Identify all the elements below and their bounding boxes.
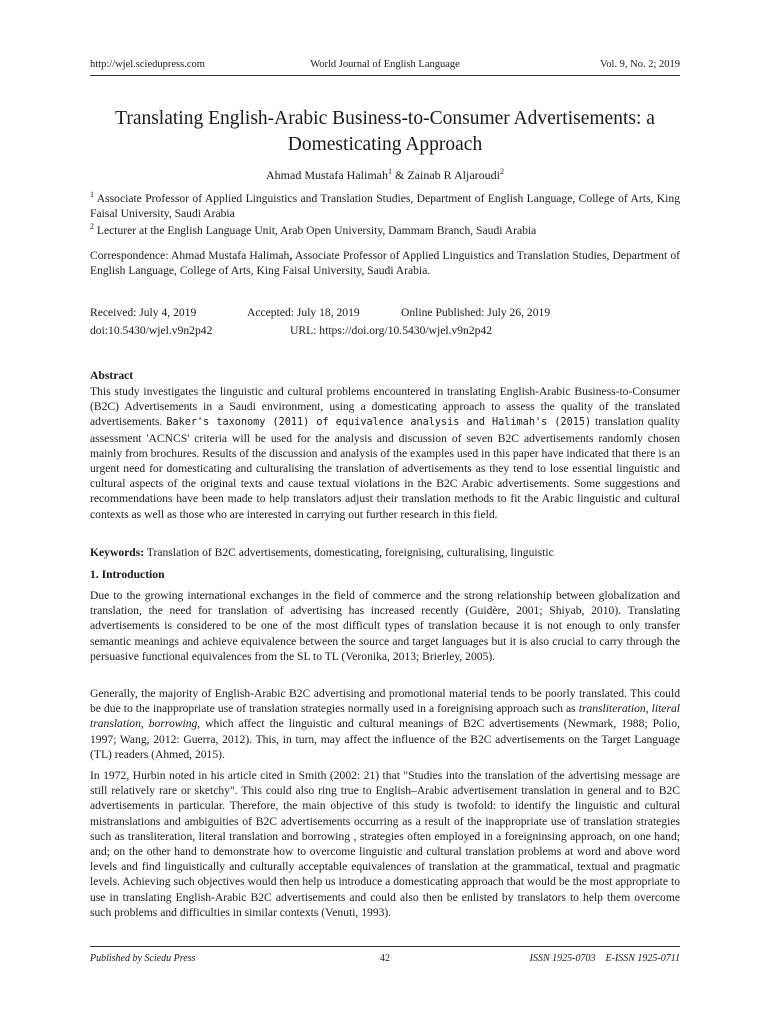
correspondence xyxy=(90,248,680,278)
published-date: Online Published: July 26, 2019 xyxy=(401,306,551,319)
affiliation-1-sup: 1 xyxy=(90,190,94,200)
author-2-sup: 2 xyxy=(499,167,504,176)
volume-info: Vol. 9, No. 2; 2019 xyxy=(599,59,680,70)
keywords xyxy=(90,545,680,560)
abstract-body xyxy=(90,384,680,522)
affiliation-1-text: Associate Professor of Applied Linguistics and Translation Studies, Department of English Language, College of Arts, King Faisal University, Saudi Arabia xyxy=(90,192,680,221)
running-header xyxy=(90,57,680,73)
page-footer xyxy=(90,951,680,967)
header-rule xyxy=(90,75,680,76)
correspondence-prefix: Correspondence: Ahmad Mustafa Halimah xyxy=(90,249,290,262)
correspondence-comma: , xyxy=(289,249,293,262)
publication-dates xyxy=(90,305,680,339)
keywords-label: Keywords: xyxy=(90,546,145,559)
section-heading-introduction: 1. Introduction xyxy=(90,568,165,581)
paper-title: Translating English-Arabic Business-to-Consumer Advertisements: a Domesticating Approach xyxy=(115,108,655,155)
author-1-sup: 1 xyxy=(387,167,392,176)
issn: ISSN 1925-0703 E-ISSN 1925-0711 xyxy=(529,953,680,964)
intro-paragraph-3: In 1972, Hurbin noted in his article cited in Smith (2002: 21) that "Studies into the translation of the advertising message are still relatively rare or sketchy". This could also ring true to English–Arabic advertisement translation in general and to B2C advertisements in particular. Therefore, the main objective of this study is twofold: to identify the linguistic and cultural mistranslations and ambiguities of B2C advertisements occurring as a result of the inappropriate use of translation strategies such as transliteration, literal translation and borrowing , strategies often employed in a foreigninsing approach, on one hand; and; on the other hand to demonstrate how to overcome linguistic and cultural translation problems at word and above word levels and find linguistically and culturally acceptable equivalences of translation at the grammatical, textual and pragmatic levels. Achieving such objectives would then help us introduce a domesticating approach that would be the most appropriate to use in translating English-Arabic B2C advertisements and could also then be enlisted by translators to help them overcome such problems and difficulties in similar contexts (Venuti, 1993). xyxy=(90,769,680,919)
correspondence-rest: Associate Professor of Applied Linguistics and Translation Studies, Department of English Language, College of Arts, King Faisal University, Saudi Arabia. xyxy=(90,249,680,278)
affiliation-1 xyxy=(90,191,680,221)
footer-rule xyxy=(90,946,680,947)
received-date: Received: July 4, 2019 xyxy=(90,306,197,319)
abstract-part-1: This study investigates the linguistic and cultural problems encountered in translating English-Arabic Business-to-Consumer (B2C) Advertisements in a Saudi environment, using a domesticating approach to assess the quality of the translated advertisements. xyxy=(90,385,680,429)
author-joiner: & xyxy=(391,168,408,182)
affiliation-2 xyxy=(90,223,680,238)
author-1: Ahmad Mustafa Halimah xyxy=(266,168,388,182)
author-line xyxy=(90,168,680,183)
page-number: 42 xyxy=(380,953,390,964)
affiliation-2-sup: 2 xyxy=(90,222,94,232)
doi[interactable]: doi:10.5430/wjel.v9n2p42 xyxy=(90,324,213,337)
keywords-text: Translation of B2C advertisements, domesticating, foreignising, culturalising, linguistic xyxy=(144,546,554,559)
journal-name: World Journal of English Language xyxy=(310,59,460,70)
publisher: Published by Sciedu Press xyxy=(90,953,196,964)
author-2: Zainab R Aljaroudi xyxy=(407,168,500,182)
intro-paragraph-2 xyxy=(90,686,680,762)
accepted-date: Accepted: July 18, 2019 xyxy=(247,306,360,319)
journal-url[interactable]: http://wjel.sciedupress.com xyxy=(90,59,205,70)
intro-p2-start: Generally, the majority of English-Arabic B2C advertising and promotional material tends to be poorly translated. This could be due to the inappropriate use of translation strategies normally used in a foreignising approach such as xyxy=(90,687,680,716)
affiliation-2-text: Lecturer at the English Language Unit, Arab Open University, Dammam Branch, Saudi Arabia xyxy=(94,224,537,237)
intro-p2-end: , which affect the linguistic and cultural meanings of B2C advertisements (Newmark, 1988; Polio, 1997; Wang, 2012: Guerra, 2012). This, in turn, may affect the influence of the B2C advertisements on the Target Language (TL) readers (Ahmed, 2015). xyxy=(90,717,680,761)
abstract-heading: Abstract xyxy=(90,369,134,382)
abstract-mono-text: Baker's taxonomy (2011) of equivalence analysis and Halimah's (2015) xyxy=(166,417,592,429)
paper-page xyxy=(90,0,680,1024)
intro-p2-italic: transliteration, literal translation, borrowing xyxy=(90,702,680,731)
abstract-part-2: translation quality assessment 'ACNCS' criteria will be used for the analysis and discussion of seven B2C advertisements randomly chosen mainly from brochures. Results of the discussion and analysis of the examples used in this paper have indicated that there is an urgent need for domesticating and culturalising the translation of advertisements as they tend to lose essential linguistic and cultural aspects of the original texts and cause textual violations in the B2C Arabic advertisements. Some suggestions and recommendations have been made to help translators adjust their translation methods to fit the Arabic linguistic and cultural contexts as well as those who are interested in carrying out further research in this field. xyxy=(90,415,680,521)
doi-url[interactable]: URL: https://doi.org/10.5430/wjel.v9n2p42 xyxy=(290,324,493,337)
intro-paragraph-1: Due to the growing international exchanges in the field of commerce and the strong relationship between globalization and translation, the need for translation of advertising has increased recently (Guidère, 2001; Shiyab, 2010). Translating advertisements is considered to be one of the most difficult types of translation because it is not enough to only transfer semantic meanings and achieve equivalence between the source and target languages but it is also crucial to carry through the persuasive functional equivalences from the SL to TL (Veronika, 2013; Brierley, 2005). xyxy=(90,589,680,663)
